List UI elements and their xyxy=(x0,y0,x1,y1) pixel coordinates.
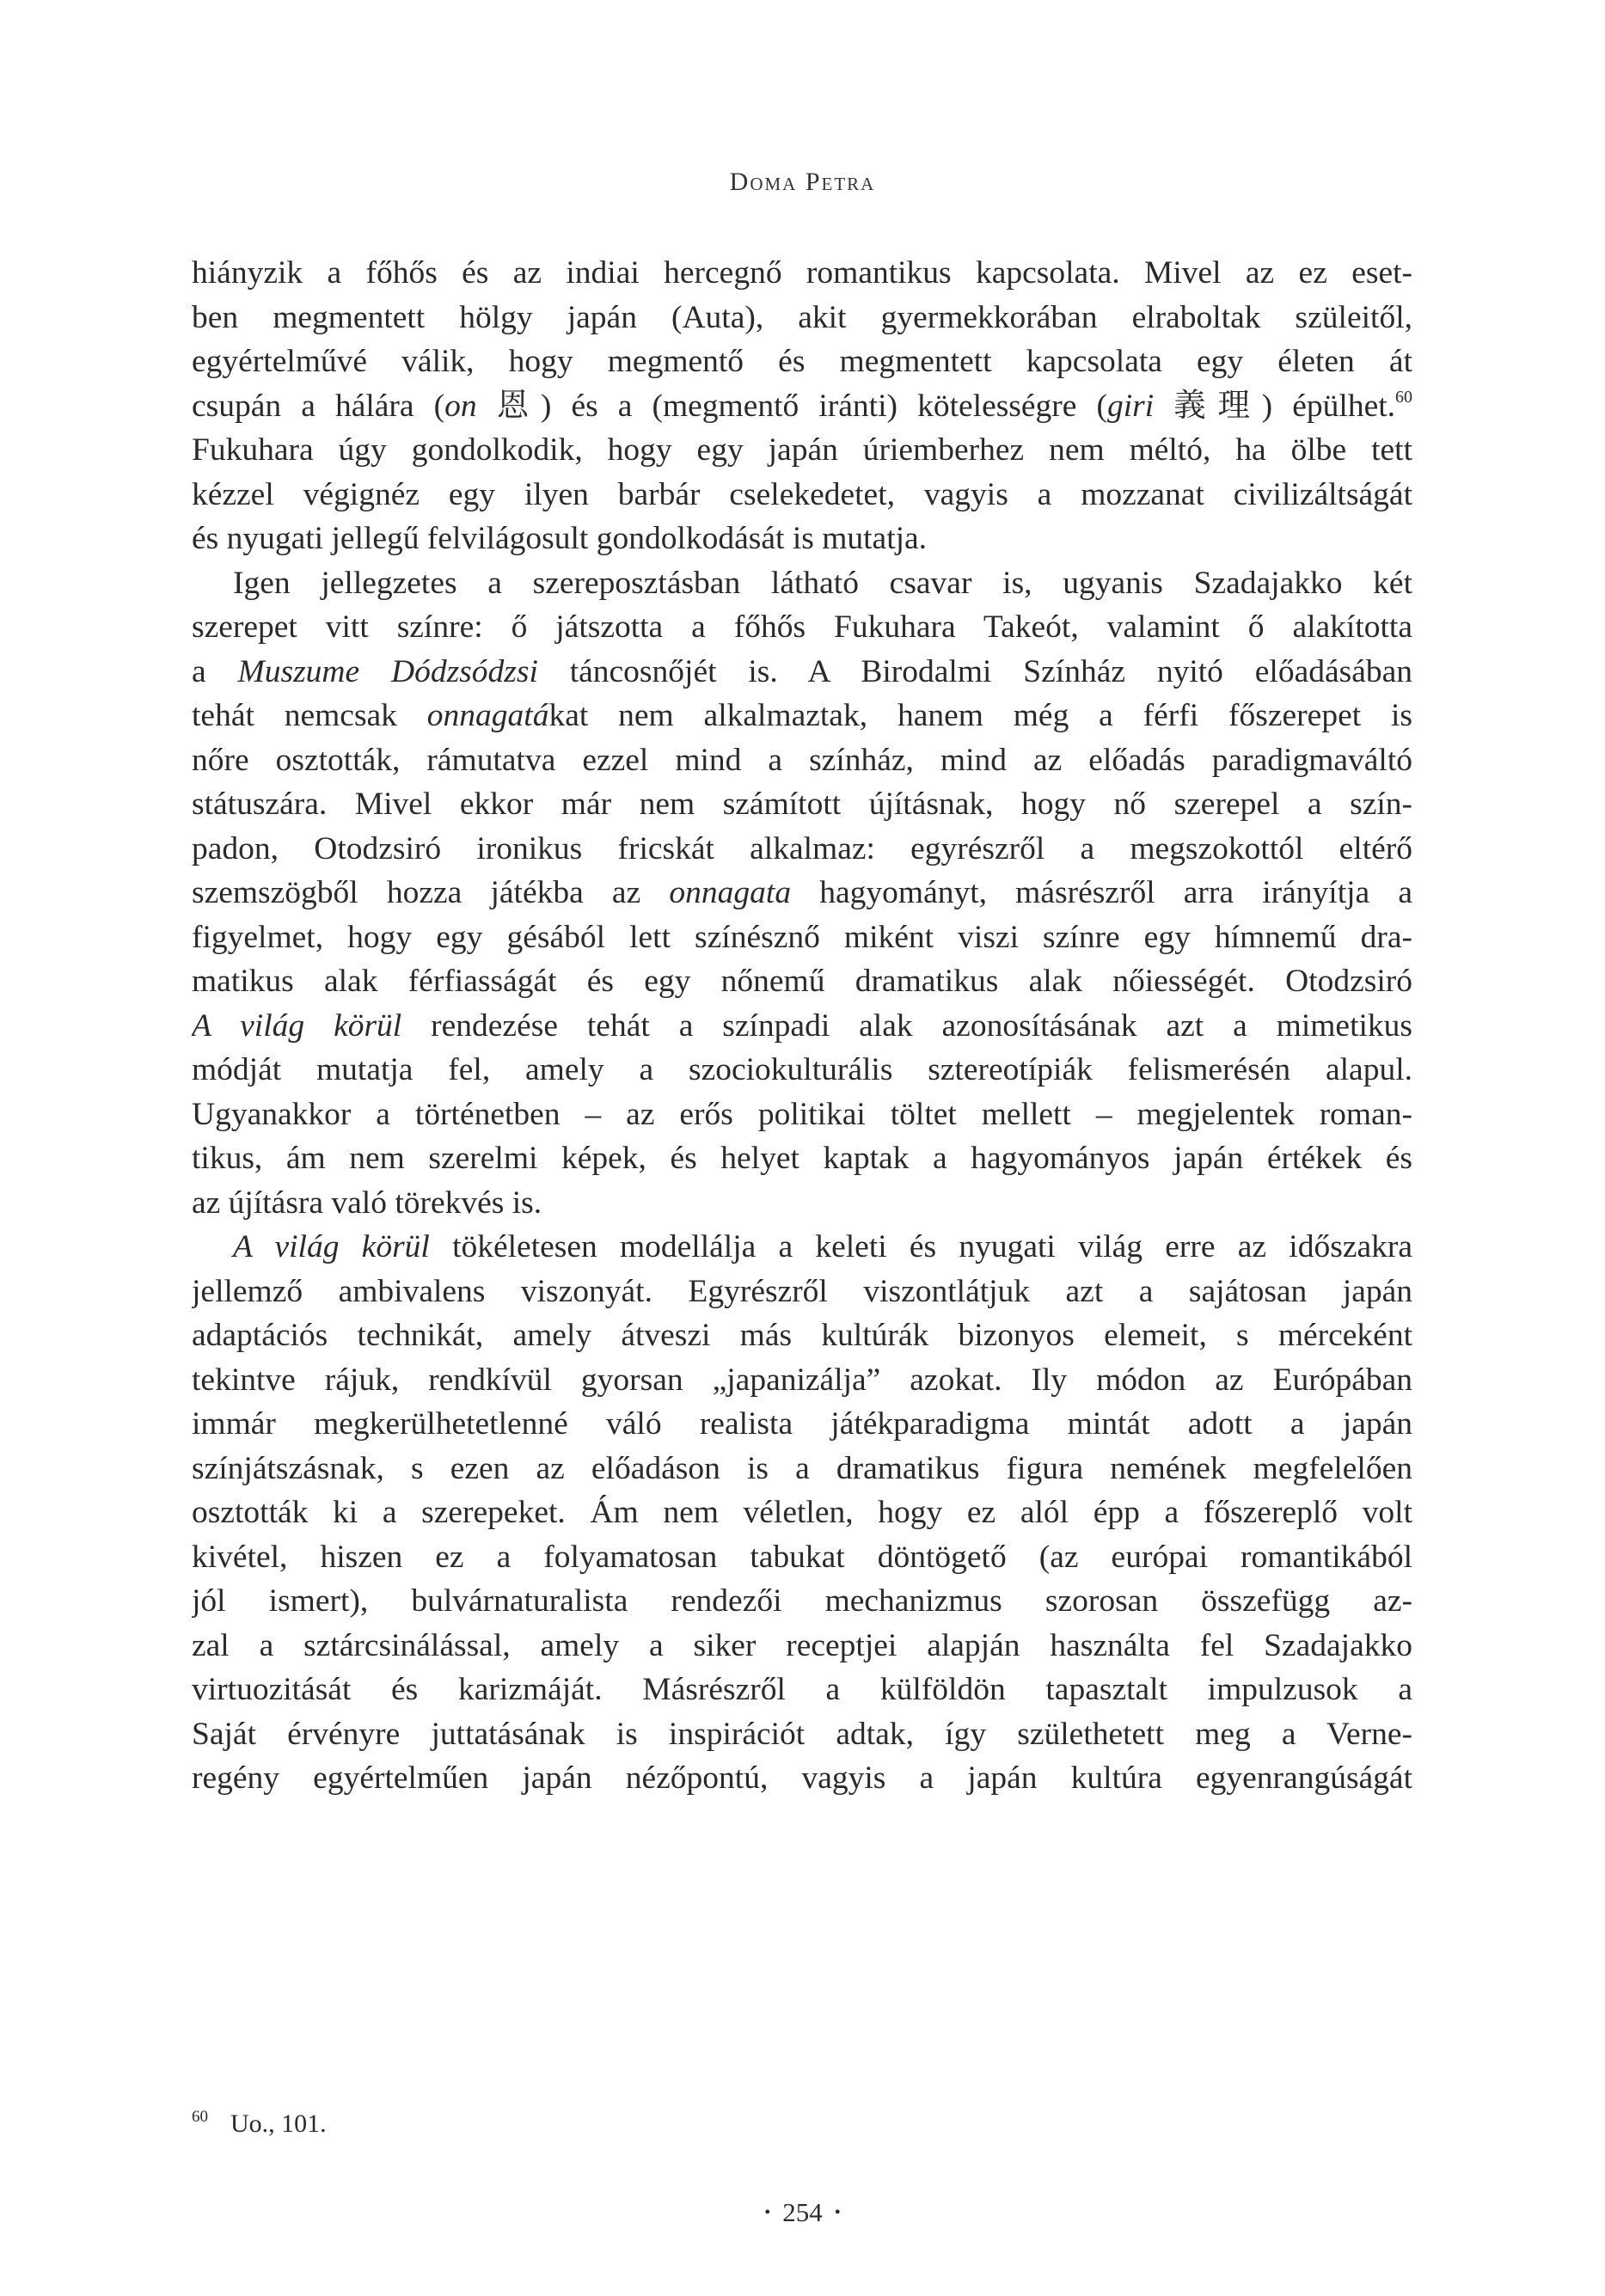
page-number xyxy=(0,2197,1605,2228)
text-line: Fukuhara úgy gondolkodik, hogy egy japán úriemberhez nem méltó, ha ölbe tett xyxy=(192,432,1412,468)
text-line: figyelmet, hogy egy gésából lett színésznő miként viszi színre egy hímnemű dra- xyxy=(192,919,1412,955)
bullet-icon: • xyxy=(834,2203,841,2222)
footnote-ref: 60 xyxy=(1395,387,1412,407)
text-line: regény egyértelműen japán nézőpontú, vagyis a japán kultúra egyenrangúságát xyxy=(192,1760,1412,1796)
text-line: az újításra való törekvés is. xyxy=(192,1185,542,1221)
text-line: osztották ki a szerepeket. Ám nem véletlen, hogy ez alól épp a főszereplő volt xyxy=(192,1495,1412,1530)
bullet-icon: • xyxy=(764,2203,771,2222)
text-line: Saját érvényre juttatásának is inspirációt adtak, így születhetett meg a Verne- xyxy=(192,1716,1412,1752)
text-line: jól ismert), bulvárnaturalista rendezői mechanizmus szorosan összefügg az- xyxy=(192,1583,1412,1619)
text-line: Igen jellegzetes a szereposztásban látható csavar is, ugyanis Szadajakko két xyxy=(233,565,1412,601)
footnote xyxy=(192,2108,327,2139)
text-line: ben megmentett hölgy japán (Auta), akit gyermekkorában elraboltak szüleitől, xyxy=(192,299,1412,335)
text-line: Ugyanakkor a történetben – az erős politikai töltet mellett – megjelentek roman- xyxy=(192,1096,1412,1132)
body-text xyxy=(192,251,1412,1801)
footnote-number: 60 xyxy=(192,2108,208,2126)
text-line: tekintve rájuk, rendkívül gyorsan „japanizálja” azokat. Ily módon az Európában xyxy=(192,1362,1412,1398)
text-line: csupán a hálára (on 恩) és a (megmentő iránti) kötelességre (giri 義理) épülhet.$^{60}$ xyxy=(192,387,1412,424)
running-head: Doma Petra xyxy=(729,168,876,196)
text-line: nőre osztották, rámutatva ezzel mind a színház, mind az előadás paradigmaváltó xyxy=(192,742,1412,778)
text-line: adaptációs technikát, amely átveszi más kultúrák bizonyos elemeit, s mérceként xyxy=(192,1318,1412,1353)
text-line: és nyugati jellegű felvilágosult gondolkodását is mutatja. xyxy=(192,521,928,556)
text-line: tehát nemcsak onnagatákat nem alkalmaztak, hanem még a férfi főszerepet is xyxy=(192,698,1412,733)
text-line: A világ körül rendezése tehát a színpadi alak azonosításának azt a mimetikus xyxy=(192,1007,1412,1044)
text-line: A világ körül tökéletesen modellálja a keleti és nyugati világ erre az időszakra xyxy=(233,1229,1412,1264)
text-line: immár megkerülhetetlenné váló realista játékparadigma mintát adott a japán xyxy=(192,1406,1412,1442)
text-line: szerepet vitt színre: ő játszotta a főhős Fukuhara Takeót, valamint ő alakította xyxy=(192,609,1412,645)
text-line: egyértelművé válik, hogy megmentő és megmentett kapcsolata egy életen át xyxy=(192,344,1412,379)
footnote-text: Uo., 101. xyxy=(230,2109,327,2138)
text-line: kézzel végignéz egy ilyen barbár cselekedetet, vagyis a mozzanat civilizáltságát xyxy=(192,476,1412,512)
text-line: jellemző ambivalens viszonyát. Egyrészről viszontlátjuk azt a sajátosan japán xyxy=(192,1273,1412,1309)
page-number-value: 254 xyxy=(782,2197,823,2227)
text-line: státuszára. Mivel ekkor már nem számított újításnak, hogy nő szerepel a szín- xyxy=(192,787,1412,822)
text-line: kivétel, hiszen ez a folyamatosan tabukat döntögető (az európai romantikából xyxy=(192,1539,1412,1575)
text-line: padon, Otodzsiró ironikus fricskát alkalmaz: egyrészről a megszokottól eltérő xyxy=(192,830,1412,866)
text-line: zal a sztárcsinálással, amely a siker receptjei alapján használta fel Szadajakko xyxy=(192,1627,1412,1663)
text-line: a Muszume Dódzsódzsi táncosnőjét is. A Birodalmi Színház nyitó előadásában xyxy=(192,653,1412,689)
text-line: módját mutatja fel, amely a szociokulturális sztereotípiák felismerésén alapul. xyxy=(192,1052,1412,1087)
text-line: szemszögből hozza játékba az onnagata hagyományt, másrészről arra irányítja a xyxy=(192,875,1412,910)
text-line: tikus, ám nem szerelmi képek, és helyet kaptak a hagyományos japán értékek és xyxy=(192,1141,1412,1176)
text-line: virtuozitását és karizmáját. Másrészről a külföldön tapasztalt impulzusok a xyxy=(192,1672,1412,1707)
text-line: színjátszásnak, s ezen az előadáson is a dramatikus figura nemének megfelelően xyxy=(192,1450,1412,1486)
text-line: hiányzik a főhős és az indiai hercegnő romantikus kapcsolata. Mivel az ez eset- xyxy=(192,255,1412,291)
text-line: matikus alak férfiasságát és egy nőnemű dramatikus alak nőiességét. Otodzsiró xyxy=(192,964,1412,999)
